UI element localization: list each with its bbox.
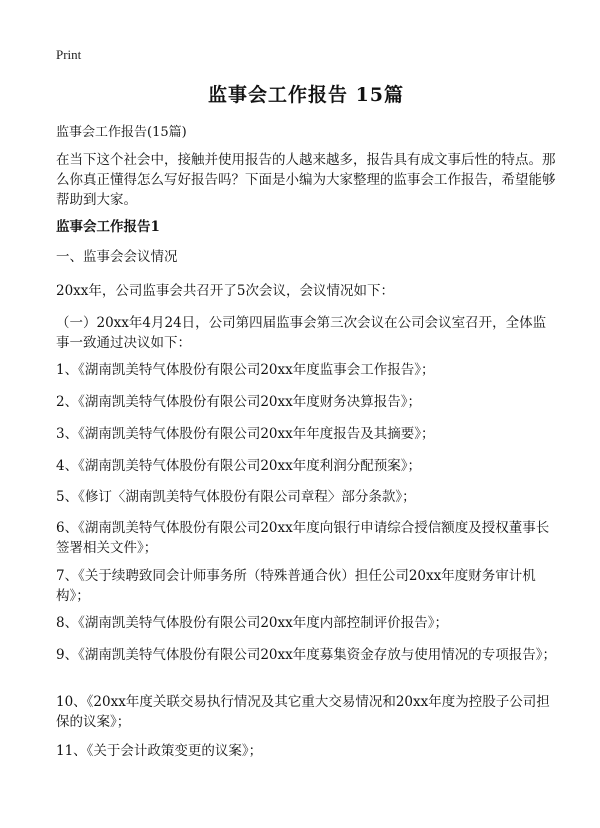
intro-paragraph: 在当下这个社会中，接触并使用报告的人越来越多，报告具有成文事后性的特点。那么你真正懂得怎么写好报告吗？下面是小编为大家整理的监事会工作报告，希望能够帮助到大家。: [56, 152, 556, 208]
resolution-item: 4、《湖南凯美特气体股份有限公司20xx年度利润分配预案》；: [56, 458, 421, 474]
resolution-item: 1、《湖南凯美特气体股份有限公司20xx年度监事会工作报告》；: [56, 362, 435, 378]
section-heading: 监事会工作报告1: [56, 219, 160, 235]
resolution-item: 3、《湖南凯美特气体股份有限公司20xx年年度报告及其摘要》；: [56, 426, 435, 442]
resolution-item: 7、《关于续聘致同会计师事务所（特殊普通合伙）担任公司20xx年度财务审计机构》；: [56, 568, 536, 604]
document-subtitle: 监事会工作报告(15篇): [56, 125, 187, 140]
resolution-item: 8、《湖南凯美特气体股份有限公司20xx年度内部控制评价报告》；: [56, 615, 448, 631]
resolution-item: 11、《关于会计政策变更的议案》；: [56, 743, 263, 759]
resolution-item: 9、《湖南凯美特气体股份有限公司20xx年度募集资金存放与使用情况的专项报告》；: [56, 647, 556, 663]
meeting-summary-paragraph: 20xx年，公司监事会共召开了5次会议，会议情况如下：: [56, 283, 394, 299]
print-link[interactable]: Print: [56, 47, 82, 62]
sub-heading: 一、监事会会议情况: [56, 249, 178, 265]
page-title: 监事会工作报告 15篇: [207, 84, 405, 106]
meeting-detail-paragraph: （一）20xx年4月24日，公司第四届监事会第三次会议在公司会议室召开，全体监事一致通过决议如下：: [56, 315, 547, 351]
resolution-item: 6、《湖南凯美特气体股份有限公司20xx年度向银行申请综合授信额度及授权董事长签署相关文件》；: [56, 520, 550, 556]
resolution-item: 10、《20xx年度关联交易执行情况及其它重大交易情况和20xx年度为控股子公司担保的议案》；: [56, 694, 550, 730]
resolution-item: 5、《修订〈湖南凯美特气体股份有限公司章程〉部分条款》；: [56, 489, 416, 505]
resolution-item: 2、《湖南凯美特气体股份有限公司20xx年度财务决算报告》；: [56, 394, 421, 410]
